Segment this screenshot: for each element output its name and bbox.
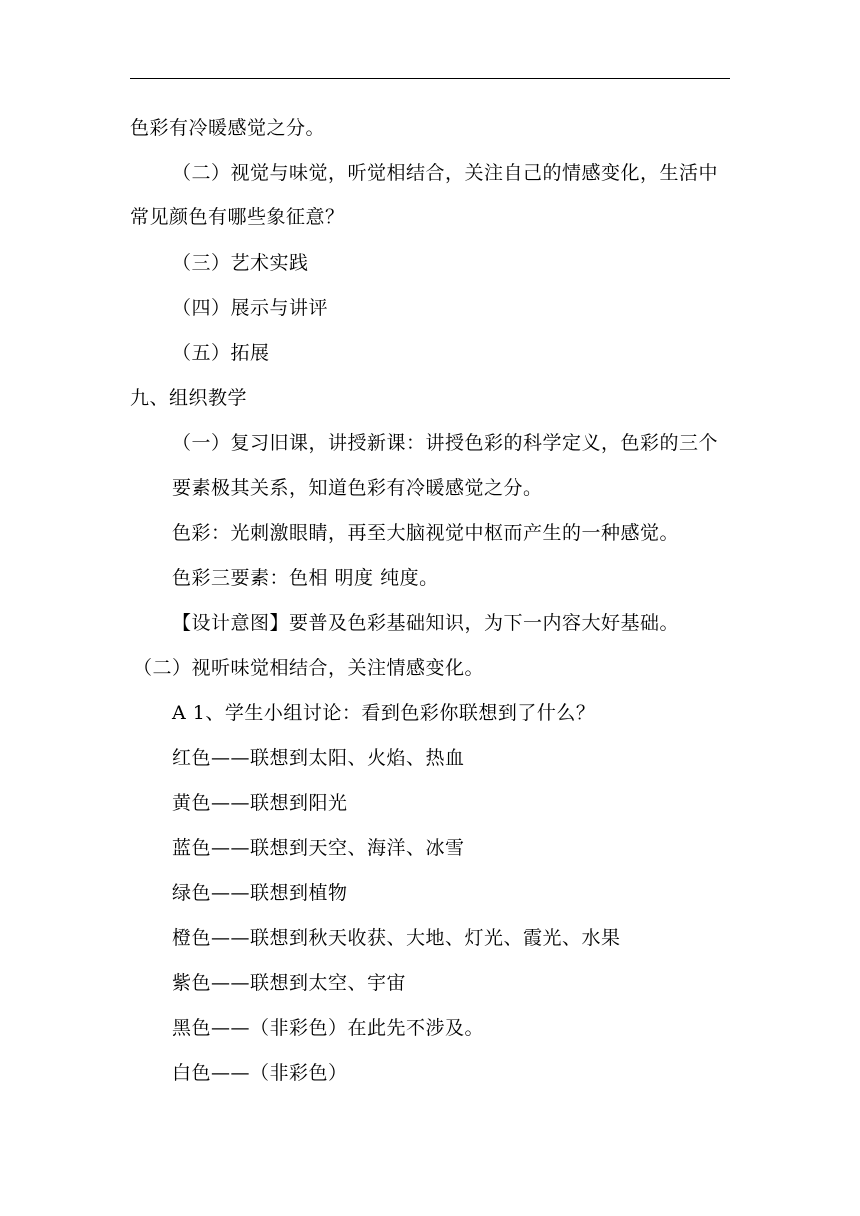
text-line: （三）艺术实践: [172, 252, 309, 274]
text-line: 要素极其关系，知道色彩有冷暖感觉之分。: [172, 477, 543, 499]
text-line: 橙色——联想到秋天收获、大地、灯光、霞光、水果: [172, 927, 621, 949]
text-line: 绿色——联想到植物: [172, 882, 348, 904]
text-line: 白色——（非彩色）: [172, 1062, 348, 1084]
text-line: 黑色——（非彩色）在此先不涉及。: [172, 1017, 485, 1039]
section-heading: 九、组织教学: [130, 387, 248, 409]
text-line: （四）展示与讲评: [172, 297, 329, 319]
text-line: A 1、学生小组讨论：看到色彩你联想到了什么？: [172, 702, 596, 724]
text-line: 黄色——联想到阳光: [172, 792, 348, 814]
text-line: 色彩：光刺激眼睛，再至大脑视觉中枢而产生的一种感觉。: [172, 522, 680, 544]
text-line: 蓝色——联想到天空、海洋、冰雪: [172, 837, 465, 859]
text-line: （五）拓展: [172, 342, 270, 364]
text-line: 【设计意图】要普及色彩基础知识，为下一内容大好基础。: [172, 612, 680, 634]
text-line: 色彩三要素：色相 明度 纯度。: [172, 567, 439, 589]
text-line: 色彩有冷暖感觉之分。: [130, 117, 326, 139]
text-line: （一）复习旧课，讲授新课：讲授色彩的科学定义，色彩的三个: [172, 432, 719, 454]
text-line: 常见颜色有哪些象征意？: [130, 206, 345, 228]
text-line: 红色——联想到太阳、火焰、热血: [172, 747, 465, 769]
text-line: （二）视觉与味觉，听觉相结合，关注自己的情感变化，生活中: [172, 162, 719, 184]
text-line: （二）视听味觉相结合，关注情感变化。: [133, 657, 485, 679]
text-line: 紫色——联想到太空、宇宙: [172, 972, 407, 994]
